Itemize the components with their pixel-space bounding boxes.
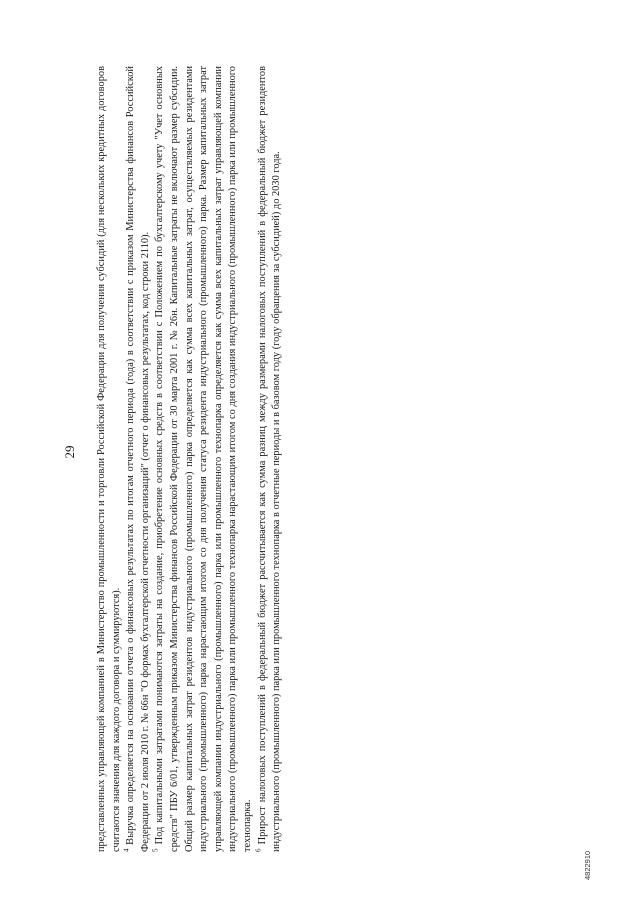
footnote-text: Прирост налоговых поступлений в федеральный бюджет рассчитывается как сумма разниц между размерами налоговых поступлений в федеральный бюджет резидентов индустриального (промышленного) парка или промышленного технопарка в отчетные периоды и в базовом году (году обращения за субсидией) до 2030 года. (256, 66, 283, 852)
footnote-6 (256, 66, 285, 852)
footnote-marker: 4 (122, 848, 131, 852)
document-page (40, 22, 600, 882)
page-number: 29 (62, 445, 77, 459)
footnote-5 (153, 66, 255, 852)
footnote-text: Выручка определяется на основании отчета о финансовых результатах по итогам отчетного периода (года) в соответствии с приказом Министерства финансов Российской Федерации от 2 июля 2010 г. № 66н "О формах бухгалтерской отчетности организаций" (отчет о финансовых результатах, код строки 2110). (125, 66, 151, 852)
footnote-continuation (95, 66, 124, 852)
footnote-text: Под капитальными затратами понимаются затраты на создание, приобретение основных средств в соответствии с Положением по бухгалтерскому учету "Учет основных средств" ПБУ 6/01, утвержденным приказом Министерства финансов Российской Федерации от 30 марта 2001 г. № 26н. Капитальные затраты не включают размер субсидии. Общий размер капитальных затрат резидентов индустриального (промышленного) парка определяется как сумма всех капитальных затрат, осуществляемых резидентами индустриального (промышленного) парка нарастающим итогом со дня получения статуса резидента индустриального (промышленного) парка. Размер капитальных затрат управляющей компании индустриального (промышленного) парка или промышленного технопарка определяется как сумма всех капитальных затрат управляющей компании индустриального (промышленного) парка или промышленного технопарка нарастающим итогом со дня создания индустриального (промышленного) парка или промышленного технопарка. (154, 66, 253, 852)
footnote-4 (124, 66, 153, 852)
footnote-text: представленных управляющей компанией в Министерство промышленности и торговли Российской Федерации для получения субсидий (для нескольких кредитных договоров считаются значения для каждого договора и суммируются). (96, 66, 122, 852)
footnote-marker: 5 (151, 848, 160, 852)
footnotes-block (95, 66, 285, 852)
document-code: 4822910 (583, 850, 592, 880)
footnote-marker: 6 (254, 848, 263, 852)
